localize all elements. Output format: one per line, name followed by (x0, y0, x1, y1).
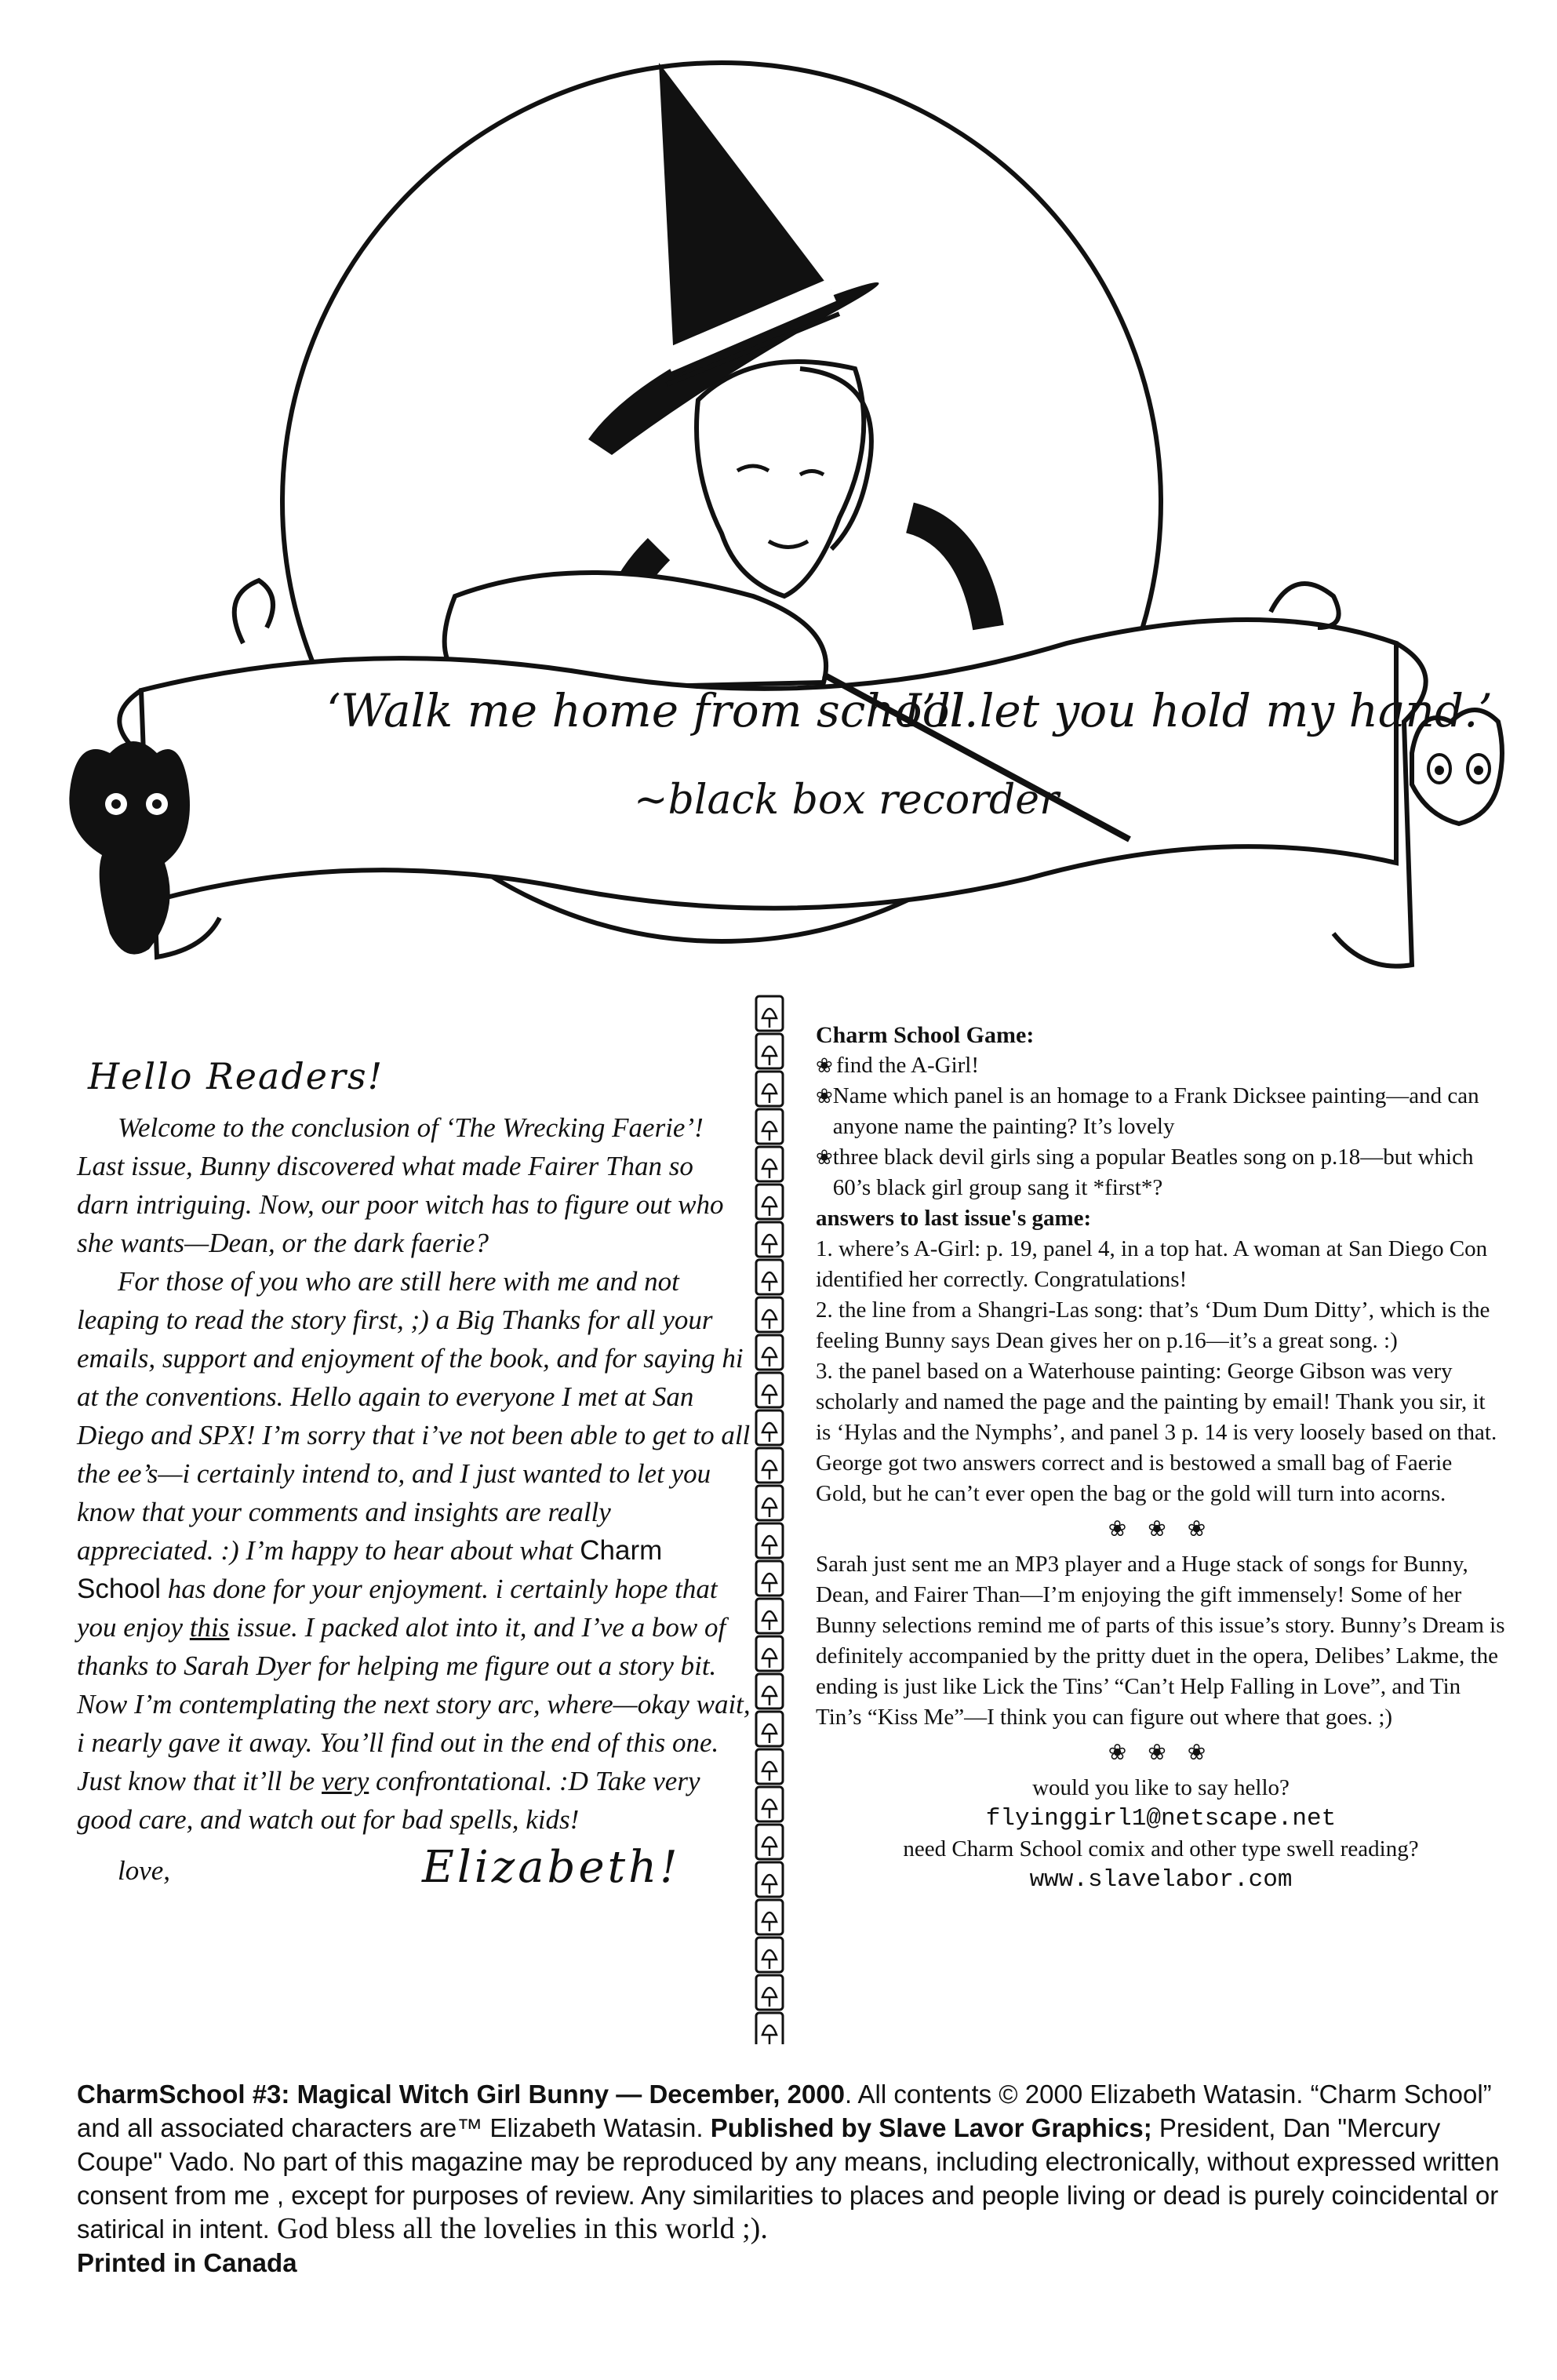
witch-illustration (47, 31, 1514, 988)
game-item-text: find the A-Girl! (836, 1053, 980, 1078)
sarah-note: Sarah just sent me an MP3 player and a Huge stack of songs for Bunny, Dean, and Fairer Than—I’m enjoying the gift immensely! Some of her Bunny selections remind me of parts of this issue’s story. Bunny’s Dream is definitely accompanied by the pritty duet in the opera, Delibes’ Lakme, the ending is just like Lick the Tins’ “Can’t Help Falling in Love”, and Tin Tin’s “Kiss Me”—I think you can figure out where that goes. ;) (816, 1552, 1505, 1730)
email-address[interactable]: flyinggirl1@netscape.net (985, 1805, 1337, 1832)
letter-this-underlined: this (189, 1612, 230, 1643)
game-item (816, 1050, 1506, 1081)
banner-quote-left: ‘Walk me home from school. (326, 684, 979, 737)
letter-p2-part-d: confrontational. :D Take very good care, and watch out for bad spells, kids! (77, 1766, 700, 1835)
game-item-text: Name which panel is an homage to a Frank Dicksee painting—and can anyone name the painting? It’s lovely (832, 1083, 1479, 1139)
game-item-text: three black devil girls sing a popular Beatles song on p.18—but which 60’s black girl group sang it *first*? (832, 1145, 1474, 1200)
flower-dingbats-icon: ❀ ❀ ❀ (1108, 1517, 1214, 1541)
letter-very-underlined: very (322, 1766, 369, 1796)
footer-title: CharmSchool #3: Magical Witch Girl Bunny — December, 2000 (77, 2080, 845, 2109)
letter-signoff (77, 1842, 751, 1909)
answer-item: 2. the line from a Shangri-Las song: that’s ‘Dum Dum Ditty’, which is the feeling Bunny says Dean gives her on p.16—it’s a great song. :) (816, 1297, 1490, 1353)
answer-item: 3. the panel based on a Waterhouse painting: George Gibson was very scholarly and named the page and the painting by email! Thank you sir, it is ‘Hylas and the Nymphs’, and panel 3 p. 14 is very loosely based on that. George got two answers correct and is bestowed a small bag of Faerie Gold, but he can’t ever open the bag or the gold will turn into acorns. (816, 1359, 1497, 1506)
footer-blessing: God bless all the lovelies in this world ;). (276, 2212, 768, 2245)
editor-letter (77, 1057, 751, 1909)
footer-copyright: . All contents © 2000 Elizabeth Watasin. “Charm School” and all associated characters are™ Elizabeth Watasin. (77, 2080, 1492, 2142)
footer-publisher: Published by Slave Lavor Graphics; (710, 2113, 1152, 2142)
letter-greeting: Hello Readers! (88, 1055, 384, 1097)
witch-head (697, 362, 864, 596)
tulip-divider-pattern (751, 995, 788, 2044)
letter-paragraph-1: Welcome to the conclusion of ‘The Wrecking Faerie’! Last issue, Bunny discovered what made Fairer Than so darn intriguing. Now, our poor witch has to figure out who she wants—Dean, or the dark faerie? (77, 1112, 724, 1258)
tulip-divider (751, 995, 788, 2044)
letter-signature: Elizabeth! (422, 1842, 681, 1893)
letter-p2-part-b: has done for your enjoyment. i certainly hope that you enjoy (77, 1574, 718, 1643)
black-cat (69, 741, 190, 955)
indicia-footer (77, 2077, 1520, 2280)
letter-p2-part-c: issue. I packed alot into it, and I’ve a bow of thanks to Sarah Dyer for helping me figure out a story bit. Now I’m contemplating the next story arc, where—okay wait, i nearly gave it away. You’ll find out in the end of this one. Just know that it’ll be (77, 1612, 751, 1796)
banner-quote-right: I’ll let you hold my hand.’ (904, 684, 1493, 737)
flower-bullet-icon: ❀ (816, 1146, 833, 1169)
comix-prompt: need Charm School comix and other type swell reading? (903, 1836, 1419, 1861)
website-link[interactable]: www.slavelabor.com (1029, 1866, 1293, 1894)
flower-bullet-icon: ❀ (816, 1085, 833, 1108)
game-title: Charm School Game: (816, 1022, 1035, 1048)
footer-legal: President, Dan "Mercury Coupe" Vado. No part of this magazine may be reproduced by any means, including electronically, without expressed written consent from me , except for purposes of review. Any similarities to places and people living or dead is purely coincidental or satirical in intent. (77, 2113, 1500, 2244)
charm-school-name: Charm School (77, 1535, 663, 1604)
letter-love: love, (118, 1855, 171, 1886)
footer-printed: Printed in Canada (77, 2248, 297, 2277)
answer-item: 1. where’s A-Girl: p. 19, panel 4, in a top hat. A woman at San Diego Con identified her correctly. Congratulations! (816, 1236, 1488, 1292)
game-item (816, 1142, 1506, 1203)
black-cat-tail (235, 580, 273, 643)
letter-p2-part-a: For those of you who are still here with me and not leaping to read the story first, ;) a Big Thanks for all your emails, support and enjoyment of the book, and for saying hi at the conventions. Hello again to everyone I met at San Diego and SPX! I’m sorry that i’ve not been able to get to all the ee’s—i certainly intend to, and I just wanted to let you know that your comments and insights are really appreciated. :) I’m happy to hear about what (77, 1266, 751, 1566)
witch-strap-right (910, 518, 988, 628)
flower-bullet-icon: ❀ (816, 1054, 833, 1077)
letter-paragraph-2 (77, 1262, 751, 1839)
game-item (816, 1081, 1506, 1142)
flower-dingbats-icon: ❀ ❀ ❀ (1108, 1741, 1214, 1765)
charm-school-game (816, 1020, 1506, 1895)
answers-title: answers to last issue's game: (816, 1206, 1092, 1231)
banner-quote-credit: ~black box recorder (634, 777, 1059, 824)
hello-prompt: would you like to say hello? (1032, 1775, 1290, 1800)
witch-drawing (47, 31, 1514, 988)
